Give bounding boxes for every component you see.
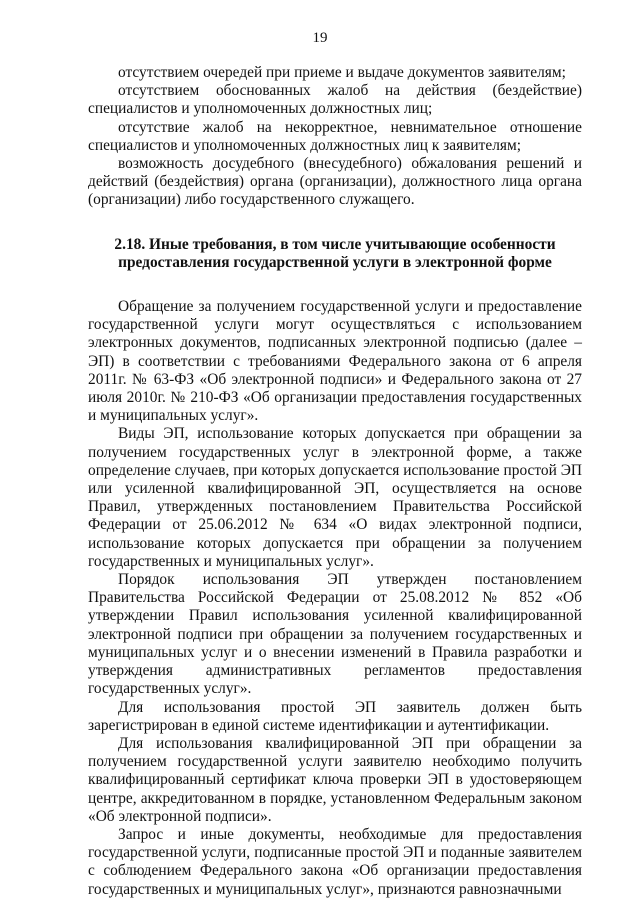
page-number: 19 [312,30,328,46]
paragraph: возможность досудебного (внесудебного) обжалования решений и действий (бездействия) органа (организации), должностного лица органа (организации) либо государственного служащего. [88,155,582,209]
section-heading-line: 2.18. Иные требования, в том числе учитывающие особенности [114,235,556,253]
paragraph: отсутствием обоснованных жалоб на действия (бездействие) специалистов и уполномоченных должностных лиц; [88,82,582,118]
paragraph: Запрос и иные документы, необходимые для предоставления государственной услуги, подписанные простой ЭП и поданные заявителем с соблюдением Федерального закона «Об организации предоставления государственных и муниципальных услуг», признаются равнозначными [88,825,582,898]
paragraph: Виды ЭП, использование которых допускается при обращении за получением государственных услуг в электронной форме, а также определение случаев, при которых допускается использование простой ЭП или усиленной квалифицированной ЭП, осуществляется на основе Правил, утвержденных постановлением Правительства Российской Федерации от 25.06.2012 № 634 «О видах электронной подписи, использование которых допускается при обращении за получением государственных и муниципальных услуг». [88,425,582,570]
paragraph: Для использования квалифицированной ЭП при обращении за получением государственной услуги заявителю необходимо получить квалифицированный сертификат ключа проверки ЭП в удостоверяющем центре, аккредитованном в порядке, установленном Федеральным законом «Об электронной подписи». [88,734,582,825]
paragraph: Обращение за получением государственной услуги и предоставление государственной услуги могут осуществляться с использованием электронных документов, подписанных электронной подписью (далее – ЭП) в соответствии с требованиями Федерального закона от 6 апреля 2011г. № 63-ФЗ «Об электронной подписи» и Федерального закона от 27 июля 2010г. № 210-ФЗ «Об организации предоставления государственных и муниципальных услуг». [88,298,582,425]
section-heading [88,236,582,272]
paragraph: отсутствием очередей при приеме и выдаче документов заявителям; [118,64,566,81]
paragraph: Для использования простой ЭП заявитель должен быть зарегистрирован в единой системе идентификации и аутентификации. [88,698,582,734]
document-body [88,64,582,899]
paragraph: отсутствие жалоб на некорректное, невнимательное отношение специалистов и уполномоченных должностных лиц к заявителям; [88,118,582,154]
section-heading-line: предоставления государственной услуги в электронной форме [118,253,552,271]
paragraph: Порядок использования ЭП утвержден постановлением Правительства Российской Федерации от 25.08.2012 № 852 «Об утверждении Правил использования усиленной квалифицированной электронной подписи при обращении за получением государственных и муниципальных услуг и о внесении изменений в Правила разработки и утверждения административных регламентов предоставления государственных услуг». [88,571,582,698]
